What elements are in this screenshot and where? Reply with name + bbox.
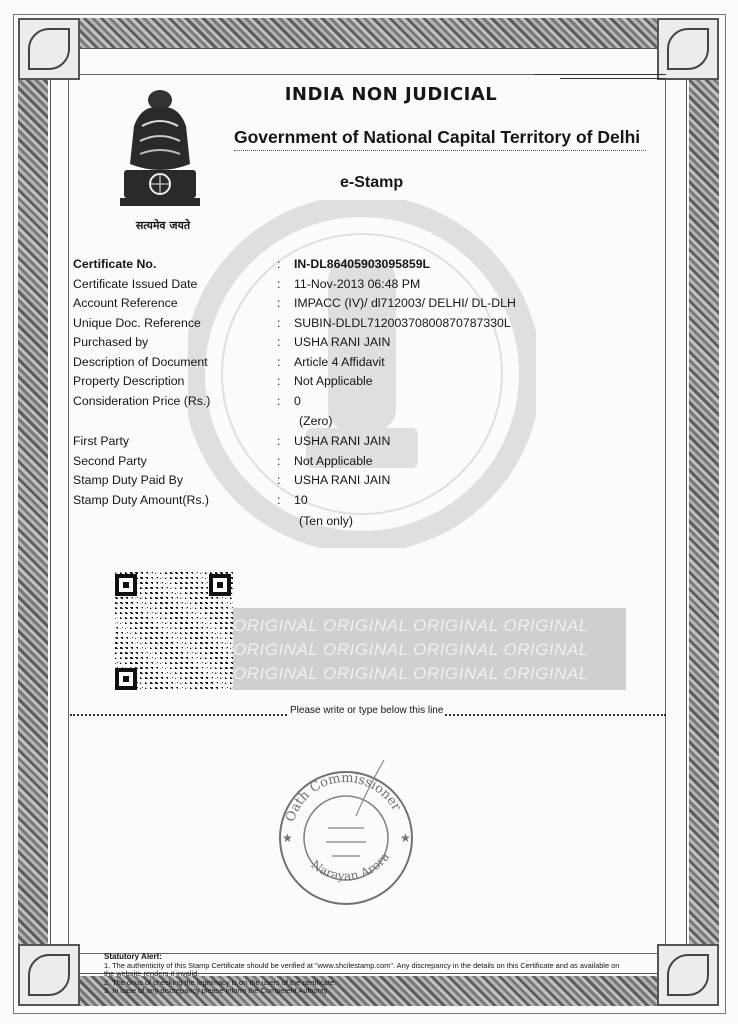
corner-ornament-bottom-right — [657, 944, 719, 1006]
document-type: e-Stamp — [340, 174, 404, 191]
detail-label: Certificate Issued Date — [73, 277, 198, 291]
statutory-alert-item: 1. The authenticity of this Stamp Certificate should be verified at "www.shcilestamp.com". Any discrepancy in the details on this Certificate and as available on the website renders it invalid. — [104, 960, 620, 979]
stamp-top-text: Oath Commissioner — [283, 770, 404, 824]
detail-label: Description of Document — [73, 355, 208, 369]
svg-text:Oath Commissioner — [283, 771, 404, 824]
detail-label: Stamp Duty Paid By — [73, 473, 184, 487]
original-line: ORIGINAL ORIGINAL ORIGINAL ORIGINAL — [233, 640, 589, 659]
duty-amount-in-words: (Ten only) — [299, 514, 353, 528]
detail-colon: : — [277, 493, 281, 507]
qr-finder — [115, 574, 137, 596]
statutory-alert-item: 3. In case of any discrepancy please inform the Competent Authority. — [104, 986, 329, 996]
statutory-alert — [104, 953, 624, 996]
detail-value: 10 — [294, 493, 308, 507]
detail-colon: : — [277, 473, 281, 487]
write-below-label: Please write or type below this line — [290, 705, 444, 716]
detail-value: 11-Nov-2013 06:48 PM — [294, 277, 421, 291]
header-rule — [534, 74, 666, 75]
emblem-caption: सत्यमेव जयते — [135, 219, 191, 232]
detail-colon: : — [277, 296, 281, 310]
corner-ornament-top-left — [18, 18, 80, 80]
detail-label: Second Party — [73, 454, 147, 468]
detail-value: USHA RANI JAIN — [294, 473, 391, 487]
detail-label: Property Description — [73, 374, 185, 388]
detail-colon: : — [277, 374, 281, 388]
consideration-in-words: (Zero) — [299, 414, 333, 428]
detail-colon: : — [277, 316, 281, 330]
svg-text:★: ★ — [282, 831, 293, 845]
detail-colon: : — [277, 355, 281, 369]
page-subtitle: Government of National Capital Territory of Delhi — [234, 127, 641, 147]
detail-value: USHA RANI JAIN — [294, 335, 391, 349]
detail-label: Unique Doc. Reference — [73, 316, 201, 330]
detail-label: Account Reference — [73, 296, 178, 310]
detail-value: IN-DL86405903095859L — [294, 257, 431, 271]
qr-code — [113, 572, 233, 692]
national-emblem-icon — [112, 86, 208, 216]
detail-value: Article 4 Affidavit — [294, 355, 385, 369]
detail-value: SUBIN-DLDL71200370800870787330L — [294, 316, 511, 330]
detail-label: Purchased by — [73, 335, 149, 349]
detail-label: Stamp Duty Amount(Rs.) — [73, 493, 209, 507]
original-line: ORIGINAL ORIGINAL ORIGINAL ORIGINAL — [233, 616, 589, 635]
stamp-bottom-text: Narayan Arora — [308, 849, 393, 884]
corner-ornament-top-right — [657, 18, 719, 80]
header-rule — [560, 78, 666, 79]
qr-finder — [209, 574, 231, 596]
original-watermark-band — [233, 608, 626, 690]
detail-label: Consideration Price (Rs.) — [73, 394, 211, 408]
oath-commissioner-stamp — [272, 758, 420, 908]
qr-finder — [115, 668, 137, 690]
detail-label: First Party — [73, 434, 130, 448]
subtitle-rule — [234, 150, 646, 151]
detail-value: IMPACC (IV)/ dl712003/ DELHI/ DL-DLH — [294, 296, 516, 310]
corner-ornament-bottom-left — [18, 944, 80, 1006]
statutory-alert-heading: Statutory Alert: — [104, 952, 162, 961]
svg-text:★: ★ — [400, 831, 411, 845]
detail-colon: : — [277, 277, 281, 291]
detail-colon: : — [277, 454, 281, 468]
detail-colon: : — [277, 434, 281, 448]
detail-value: USHA RANI JAIN — [294, 434, 391, 448]
detail-colon: : — [277, 257, 281, 271]
detail-colon: : — [277, 335, 281, 349]
page-title: INDIA NON JUDICIAL — [284, 84, 498, 105]
detail-value: Not Applicable — [294, 374, 373, 388]
svg-text:Narayan Arora — [308, 850, 392, 883]
original-line: ORIGINAL ORIGINAL ORIGINAL ORIGINAL — [233, 664, 589, 683]
detail-value: Not Applicable — [294, 454, 373, 468]
detail-colon: : — [277, 394, 281, 408]
statutory-alert-item: 2. The onus of checking the legitimacy is on the users of the certificate. — [104, 977, 336, 987]
detail-label: Certificate No. — [73, 257, 157, 271]
detail-value: 0 — [294, 394, 301, 408]
